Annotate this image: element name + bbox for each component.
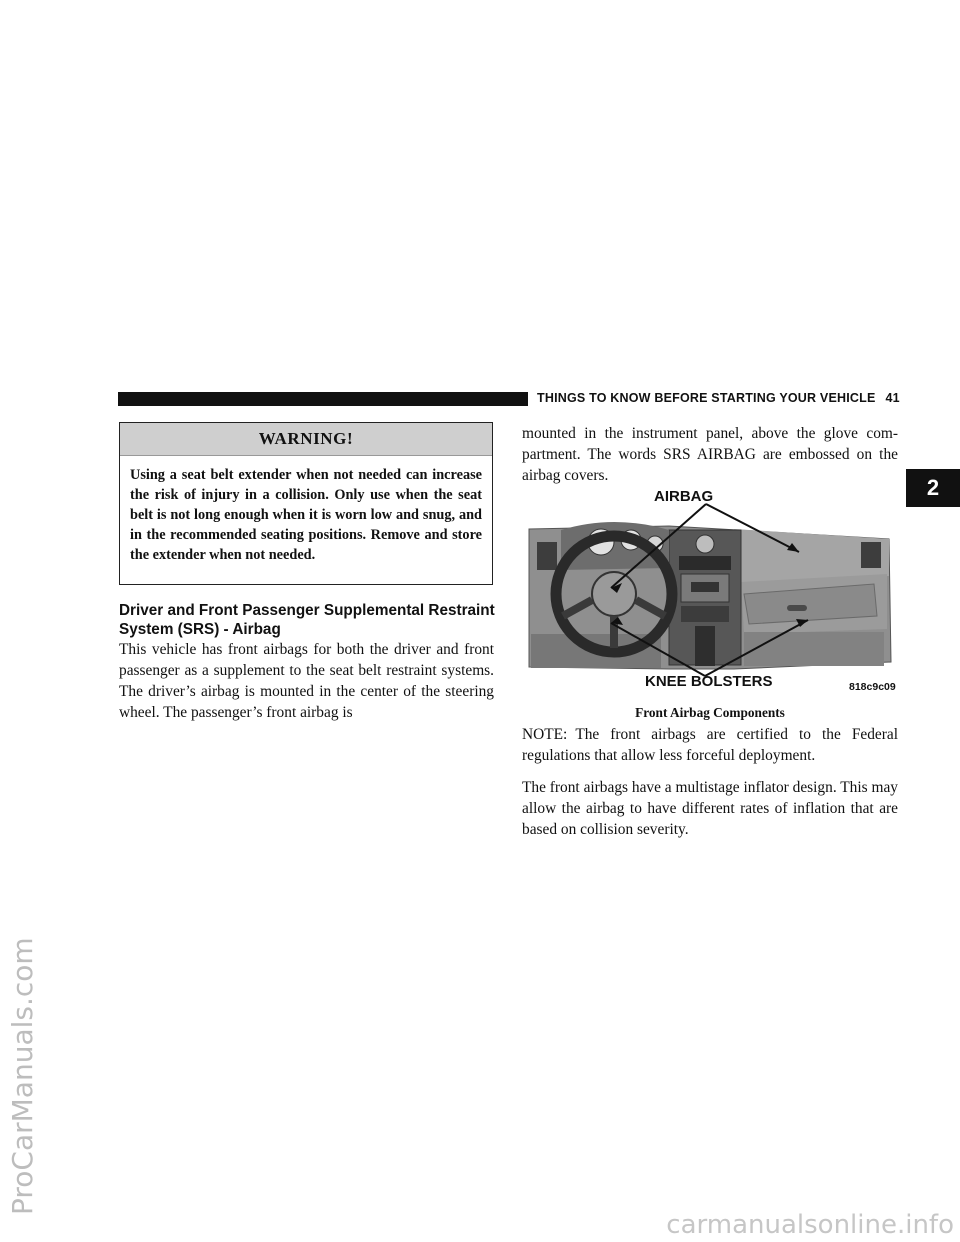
page-number: 41 <box>885 391 900 405</box>
warning-box <box>119 422 493 585</box>
warning-title: WARNING! <box>120 423 492 456</box>
note-paragraph <box>522 724 898 766</box>
figure-code: 818c9c09 <box>849 681 896 693</box>
body-paragraph-continued: mounted in the instrument panel, above the glove com-partment. The words SRS AIRBAG are embossed on the airbag covers. <box>522 425 898 484</box>
note-label: NOTE: <box>522 726 568 743</box>
carmanualsonline-watermark: carmanualsonline.info <box>666 1210 954 1240</box>
section-tab: 2 <box>906 469 960 507</box>
running-header-title: THINGS TO KNOW BEFORE STARTING YOUR VEHICLE <box>537 391 876 405</box>
procarmanuals-watermark-text: ProCarManuals.com <box>6 937 39 1215</box>
header-rule <box>118 392 528 406</box>
dashboard-illustration <box>519 484 899 701</box>
running-header <box>537 391 900 405</box>
note-text: The front airbags are certified to the Federal regulations that allow less forceful deployment. <box>522 726 898 764</box>
section-heading: Driver and Front Passenger Supplemental Restraint System (SRS) - Airbag <box>119 602 495 638</box>
figure-caption: Front Airbag Components <box>635 705 785 720</box>
warning-body: Using a seat belt extender when not needed can increase the risk of injury in a collision. Only use when the seat belt is not long enough when it is worn low and snug, and in the recommended seating positions. Remove and store the extender when not needed. <box>130 467 482 563</box>
procarmanuals-watermark <box>6 515 46 1215</box>
body-paragraph: This vehicle has front airbags for both the driver and front passenger as a supplement to the seat belt restraint systems. The driver’s airbag is mounted in the center of the steering wheel. The passenger’s front airbag is <box>119 641 494 721</box>
front-airbag-figure <box>519 484 899 701</box>
inflator-paragraph: The front airbags have a multistage inflator design. This may allow the airbag to have different rates of inflation that are based on collision severity. <box>522 779 898 838</box>
knee-bolsters-label: KNEE BOLSTERS <box>645 673 773 690</box>
airbag-label: AIRBAG <box>654 488 714 505</box>
